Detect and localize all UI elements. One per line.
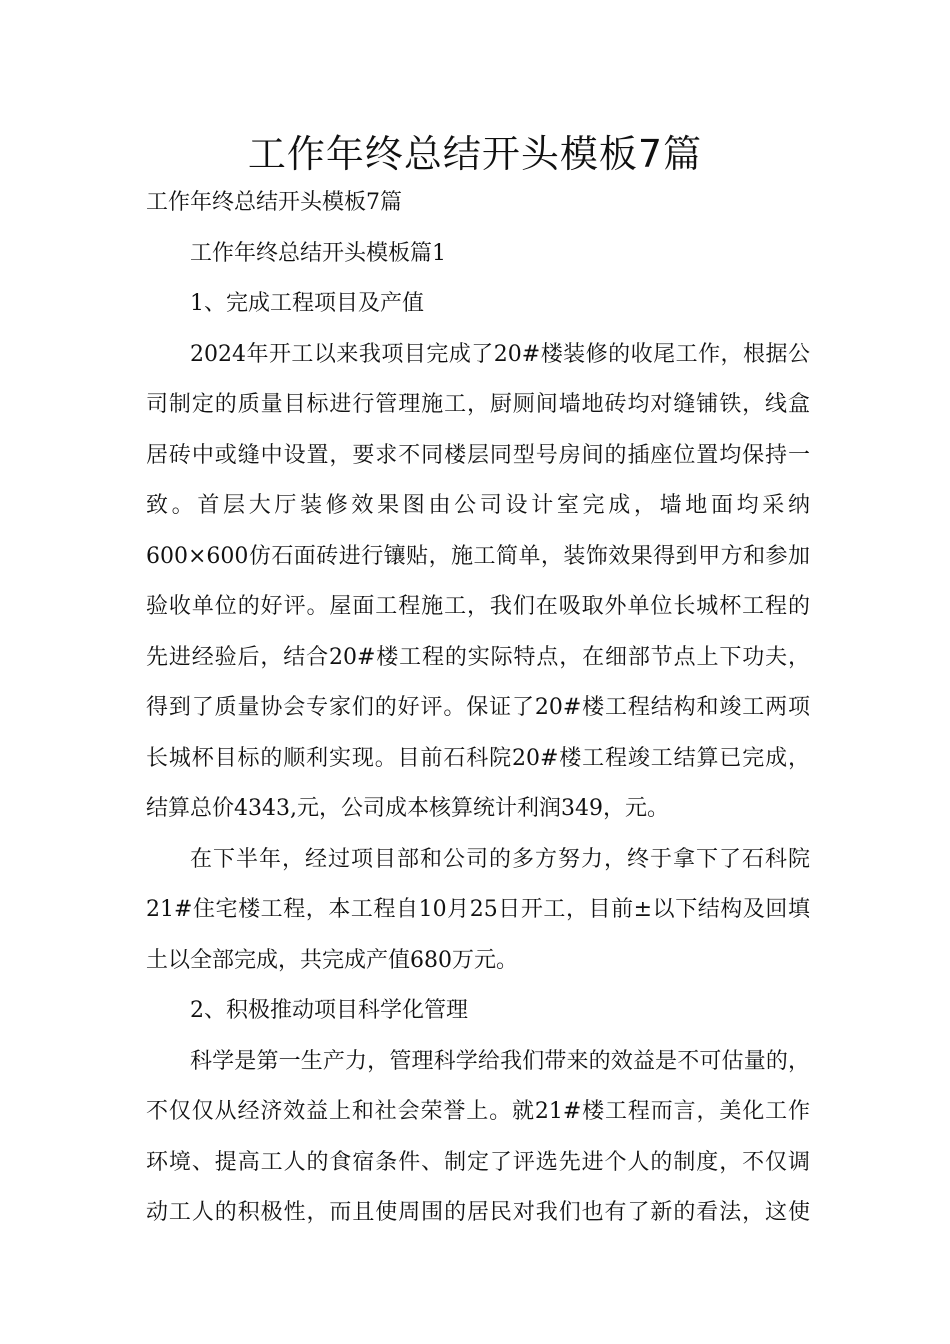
document-body: [146, 178, 810, 1239]
paragraph-line: 结算总价4343,元，公司成本核算统计利润349，元。: [146, 796, 669, 821]
paragraph-line: 不仅仅从经济效益上和社会荣誉上。就21#楼工程而言，美化工作: [146, 1099, 810, 1124]
paragraph-line: 21#住宅楼工程，本工程自10月25日开工，目前±以下结构及回填: [146, 897, 810, 922]
paragraph-line: 动工人的积极性，而且使周围的居民对我们也有了新的看法，这使: [146, 1200, 810, 1225]
paragraph-line: 环境、提高工人的食宿条件、制定了评选先进个人的制度，不仅调: [146, 1149, 810, 1175]
subsection-heading: 2、积极推动项目科学化管理: [190, 998, 468, 1023]
document-title: 工作年终总结开头模板7篇: [247, 132, 703, 176]
paragraph-line: 土以全部完成，共完成产值680万元。: [146, 947, 518, 973]
subtitle-line: 工作年终总结开头模板7篇: [146, 190, 402, 215]
paragraph-line: 验收单位的好评。屋面工程施工，我们在吸取外单位长城杯工程的: [146, 594, 810, 619]
paragraph-line: 先进经验后，结合20#楼工程的实际特点，在细部节点上下功夫，: [146, 644, 810, 670]
section-heading: 工作年终总结开头模板篇1: [190, 240, 446, 266]
paragraph-line: 600×600仿石面砖进行镶贴，施工简单，装饰效果得到甲方和参加: [146, 543, 810, 569]
paragraph-line: 2024年开工以来我项目完成了20#楼装修的收尾工作，根据公: [190, 341, 810, 367]
paragraph-line: 致。首层大厅装修效果图由公司设计室完成，墙地面均采纳: [146, 493, 810, 518]
paragraph-line: 得到了质量协会专家们的好评。保证了20#楼工程结构和竣工两项: [146, 695, 810, 720]
subsection-heading: 1、完成工程项目及产值: [190, 291, 424, 316]
paragraph-line: 在下半年，经过项目部和公司的多方努力，终于拿下了石科院: [190, 846, 810, 872]
paragraph-line: 科学是第一生产力，管理科学给我们带来的效益是不可估量的，: [190, 1048, 810, 1074]
paragraph-line: 居砖中或缝中设置，要求不同楼层同型号房间的插座位置均保持一: [146, 442, 810, 468]
paragraph-line: 长城杯目标的顺利实现。目前石科院20#楼工程竣工结算已完成，: [146, 745, 810, 771]
paragraph-line: 司制定的质量目标进行管理施工，厨厕间墙地砖均对缝铺铁，线盒: [146, 392, 810, 417]
